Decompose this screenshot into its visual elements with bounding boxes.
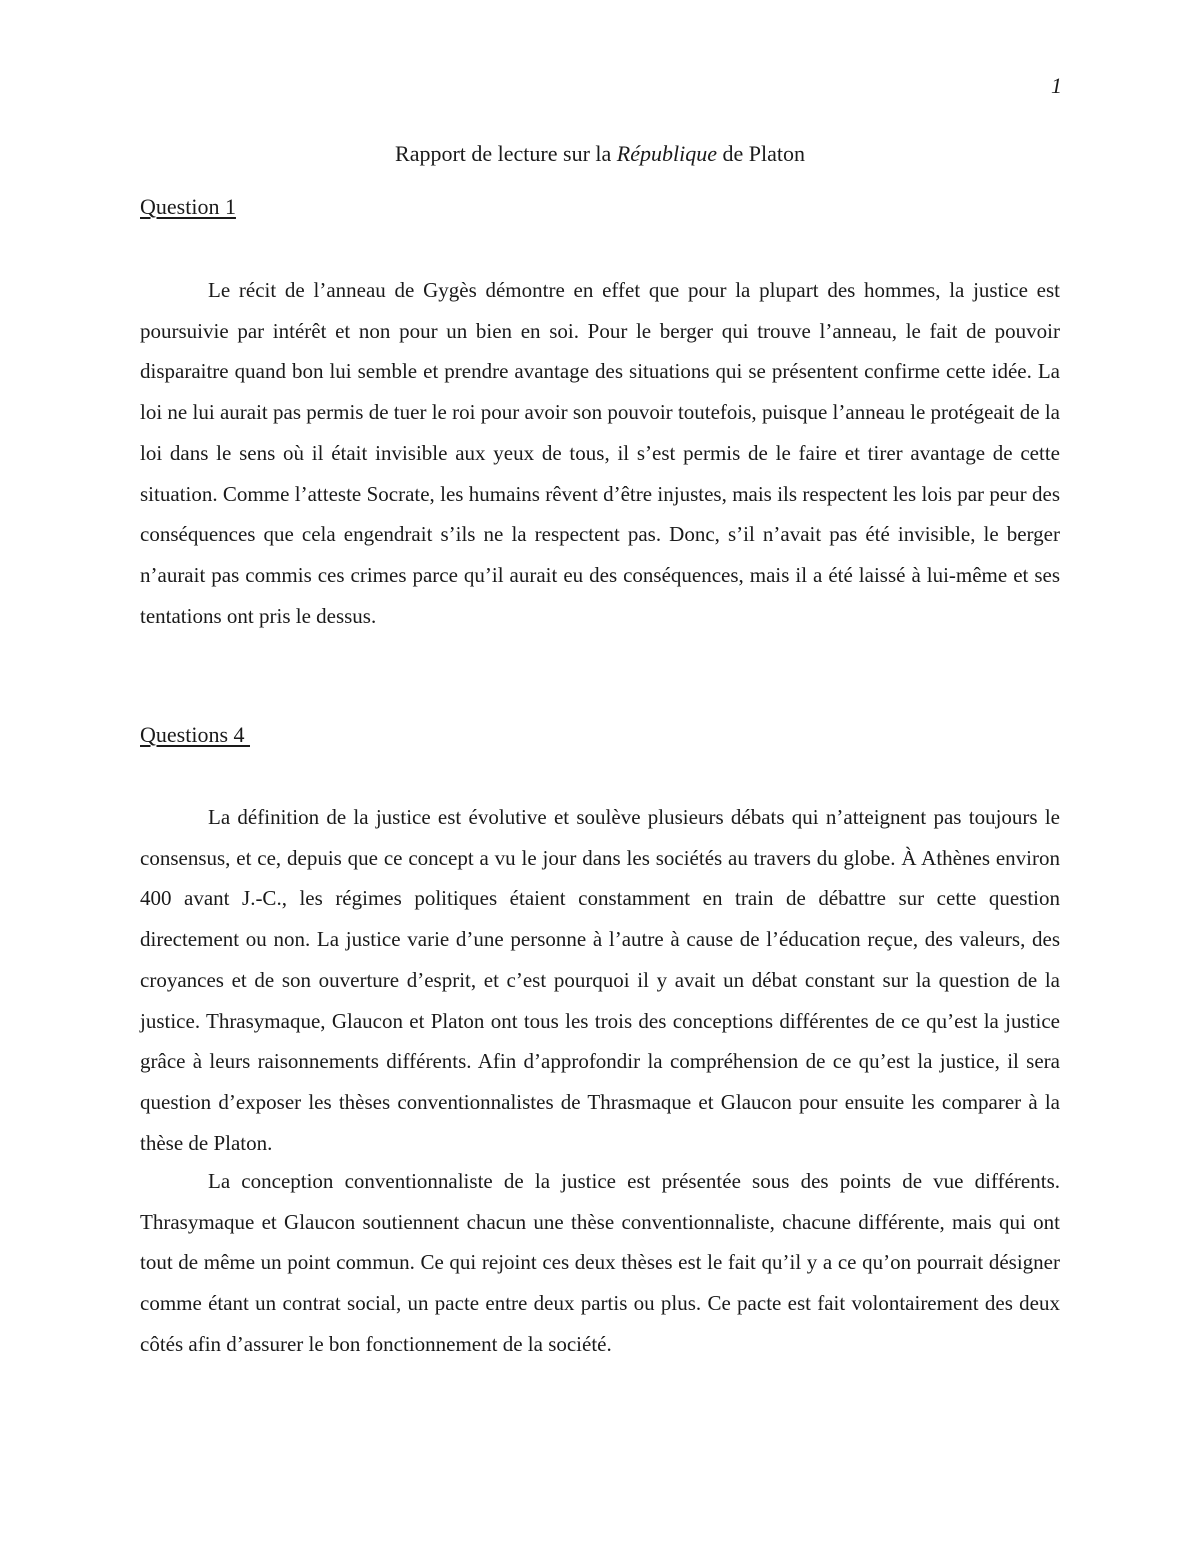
paragraph-question-1: Le récit de l’anneau de Gygès démontre en effet que pour la plupart des hommes, la justice est poursuivie par intérêt et non pour un bien en soi. Pour le berger qui trouve l’anneau, le fait de pouvoir disparaitre quand bon lui semble et prendre avantage des situations qui se présentent confirme cette idée. La loi ne lui aurait pas permis de tuer le roi pour avoir son pouvoir toutefois, puisque l’anneau le protégeait de la loi dans le sens où il était invisible aux yeux de tous, il s’est permis de le faire et tirer avantage de cette situation. Comme l’atteste Socrate, les humains rêvent d’être injustes, mais ils respectent les lois par peur des conséquences que cela engendrait s’ils ne la respectent pas. Donc, s’il n’avait pas été invisible, le berger n’aurait pas commis ces crimes parce qu’il aurait eu des conséquences, mais il a été laissé à lui-même et ses tentations ont pris le dessus. <box>140 278 1060 628</box>
paragraph-question-4-intro: La définition de la justice est évolutive et soulève plusieurs débats qui n’atteignent pas toujours le consensus, et ce, depuis que ce concept a vu le jour dans les sociétés au travers du globe. À Athènes environ 400 avant J.-C., les régimes politiques étaient constamment en train de débattre sur cette question directement ou non. La justice varie d’une personne à l’autre à cause de l’éducation reçue, des valeurs, des croyances et de son ouverture d’esprit, et c’est pourquoi il y avait un débat constant sur la question de la justice. Thrasymaque, Glaucon et Platon ont tous les trois des conceptions différentes de ce qu’est la justice grâce à leurs raisonnements différents. Afin d’approfondir la compréhension de ce qu’est la justice, il sera question d’exposer les thèses conventionnalistes de Thrasmaque et Glaucon pour ensuite les comparer à la thèse de Platon. <box>140 805 1060 1155</box>
section-heading-question-4: Questions 4 <box>140 722 250 747</box>
page-number: 1 <box>1051 73 1062 98</box>
title-italic-work: République <box>616 141 717 166</box>
title-prefix: Rapport de lecture sur la <box>395 141 617 166</box>
document-title <box>140 140 1060 168</box>
title-suffix: de Platon <box>716 141 805 166</box>
paragraph-question-4-conventionalism: La conception conventionnaliste de la justice est présentée sous des points de vue différents. Thrasymaque et Glaucon soutiennent chacun une thèse conventionnaliste, chacune différente, mais qui ont tout de même un point commun. Ce qui rejoint ces deux thèses est le fait qu’il y a ce qu’on pourrait désigner comme étant un contrat social, un pacte entre deux partis ou plus. Ce pacte est fait volontairement des deux côtés afin d’assurer le bon fonctionnement de la société. <box>140 1169 1060 1356</box>
section-heading-question-1: Question 1 <box>140 194 236 219</box>
